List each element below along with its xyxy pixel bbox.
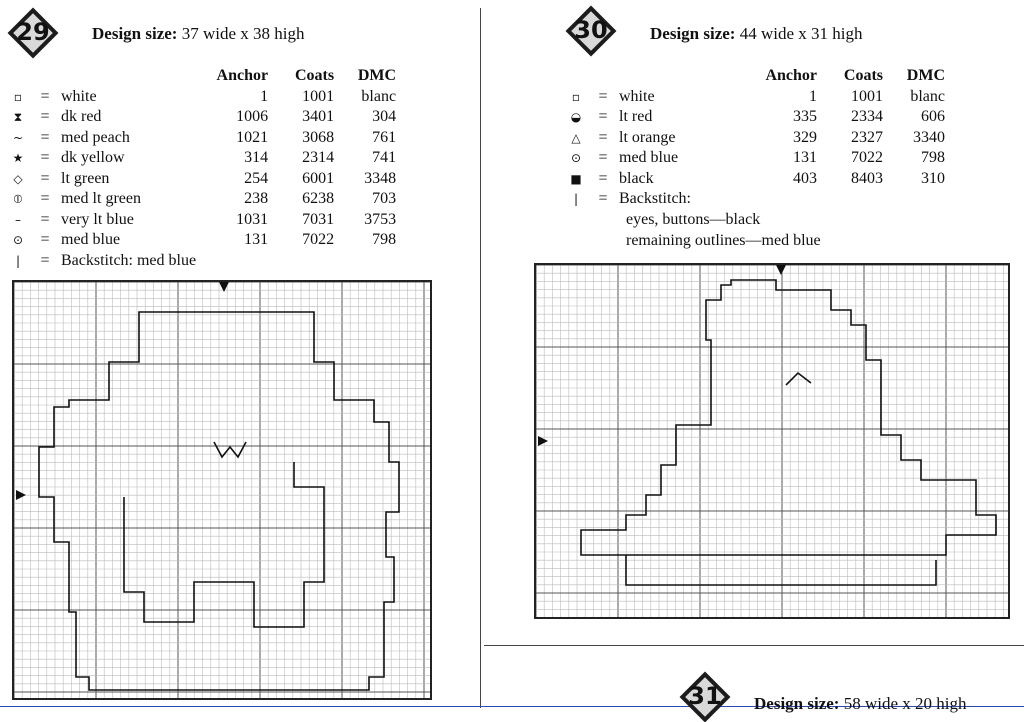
equals-sign: = xyxy=(598,149,608,166)
coats-number: 6238 xyxy=(302,190,335,207)
dmc-number: 798 xyxy=(921,149,945,166)
coats-number: 1001 xyxy=(302,87,335,105)
color-key-row xyxy=(4,189,399,210)
design-number: 31 xyxy=(688,682,722,710)
dmc-number: 3340 xyxy=(913,128,945,146)
color-key-row xyxy=(4,230,399,251)
design-number: 29 xyxy=(16,18,50,46)
center-marker-top xyxy=(776,265,786,275)
design-number-badge xyxy=(680,672,730,722)
design-size-label: Design size: xyxy=(650,24,736,43)
dmc-number: 3348 xyxy=(364,169,397,187)
anchor-number: 131 xyxy=(793,149,817,166)
anchor-number: 335 xyxy=(793,108,817,125)
equals-sign: = xyxy=(40,190,50,207)
thread-color-name: dk yellow xyxy=(61,149,125,166)
diamond-symbol: ◇ xyxy=(13,171,23,186)
equals-sign: = xyxy=(40,87,50,105)
anchor-number: 314 xyxy=(244,149,269,166)
thread-color-name: very lt blue xyxy=(61,210,134,228)
tilde-symbol: ~ xyxy=(12,130,24,145)
coats-header: Coats xyxy=(843,67,883,84)
design-size-value: 58 wide x 20 high xyxy=(843,694,967,713)
anchor-number: 1 xyxy=(260,87,269,105)
design-size xyxy=(92,24,305,44)
color-key-row xyxy=(4,148,399,169)
coats-number: 7022 xyxy=(851,149,883,166)
line-symbol: | xyxy=(15,253,21,268)
thread-color-name: med blue xyxy=(619,149,679,166)
equals-sign: = xyxy=(40,231,50,248)
equals-sign: = xyxy=(598,108,608,125)
anchor-number: 1031 xyxy=(236,210,269,228)
anchor-number: 131 xyxy=(244,231,269,248)
color-key-row xyxy=(4,107,399,128)
coats-number: 7022 xyxy=(302,231,335,248)
design-number-badge xyxy=(8,8,58,58)
equals-sign: = xyxy=(40,210,50,228)
backstitch-note: remaining outlines—med blue xyxy=(626,231,821,249)
color-key-row xyxy=(562,169,948,190)
backstitch-notes xyxy=(626,210,821,251)
equals-sign: = xyxy=(40,149,50,166)
coats-number: 3401 xyxy=(302,108,335,125)
anchor-number: 1006 xyxy=(236,108,269,125)
equals-sign: = xyxy=(598,190,608,207)
chart-grid xyxy=(14,282,430,698)
coats-number: 6001 xyxy=(302,169,335,187)
filled-square-symbol: ■ xyxy=(570,171,582,186)
right-page xyxy=(484,0,1024,716)
dmc-number: 304 xyxy=(372,108,397,125)
design-size xyxy=(650,24,863,44)
line-symbol: | xyxy=(573,192,579,206)
triangle-symbol: △ xyxy=(571,130,581,145)
equals-sign: = xyxy=(40,251,50,269)
dmc-number: 703 xyxy=(372,190,397,207)
dmc-number xyxy=(337,251,399,272)
thread-color-name: med blue xyxy=(61,231,121,248)
color-key-table xyxy=(562,66,948,210)
dash-symbol: – xyxy=(15,212,21,227)
equals-sign: = xyxy=(40,128,50,146)
center-marker-top xyxy=(219,282,229,292)
star-symbol: ★ xyxy=(12,151,24,165)
dmc-number: 741 xyxy=(372,149,397,166)
color-key-row xyxy=(4,169,399,190)
anchor-number: 1 xyxy=(809,87,817,105)
color-key-table xyxy=(4,66,399,271)
color-key-row xyxy=(562,148,948,169)
dmc-number: 761 xyxy=(372,128,397,146)
thread-color-name: Backstitch: med blue xyxy=(61,251,197,269)
anchor-number: 403 xyxy=(793,169,817,187)
circle-bar-symbol: ⦶ xyxy=(13,192,23,206)
design-size-label: Design size: xyxy=(754,694,840,713)
design-size-value: 37 wide x 38 high xyxy=(181,24,305,43)
coats-number: 3068 xyxy=(302,128,335,146)
dmc-number: 606 xyxy=(921,108,945,125)
color-key-row xyxy=(562,128,948,149)
thread-color-name: lt red xyxy=(619,108,653,125)
dmc-number: 310 xyxy=(921,169,945,187)
anchor-header: Anchor xyxy=(765,67,817,84)
small-square-symbol: ▫ xyxy=(13,89,23,104)
design-size-label: Design size: xyxy=(92,24,178,43)
equals-sign: = xyxy=(598,169,608,187)
color-key-row xyxy=(4,251,399,272)
anchor-number: 1021 xyxy=(236,128,269,146)
anchor-number: 254 xyxy=(244,169,269,187)
thread-color-name: med peach xyxy=(61,128,130,146)
design-size xyxy=(754,694,967,714)
thread-color-name: lt green xyxy=(61,169,110,187)
center-marker-left xyxy=(538,436,548,446)
cross-stitch-chart-29 xyxy=(12,280,432,700)
coats-number: 2314 xyxy=(302,149,335,166)
left-page xyxy=(0,0,480,716)
color-key-row xyxy=(4,128,399,149)
coats-number xyxy=(271,251,337,272)
equals-sign: = xyxy=(598,87,608,105)
color-key-row xyxy=(562,107,948,128)
anchor-number: 329 xyxy=(793,128,817,146)
thread-color-name: black xyxy=(619,169,654,187)
chart-grid xyxy=(536,265,1008,617)
page-divider xyxy=(480,8,481,708)
dmc-number: 798 xyxy=(372,231,397,248)
dmc-number: 3753 xyxy=(364,210,397,228)
dotted-circle-symbol: ⊙ xyxy=(570,151,582,165)
coats-number: 8403 xyxy=(851,169,883,187)
color-key-row xyxy=(4,87,399,108)
equals-sign: = xyxy=(40,169,50,187)
anchor-header: Anchor xyxy=(216,67,269,84)
anchor-number xyxy=(748,189,820,210)
color-key-row xyxy=(562,189,948,210)
design-size-value: 44 wide x 31 high xyxy=(739,24,863,43)
thread-color-name: white xyxy=(61,87,97,105)
center-marker-left xyxy=(16,490,26,500)
dmc-number: blanc xyxy=(361,87,397,105)
coats-number: 7031 xyxy=(302,210,335,228)
dmc-number: blanc xyxy=(910,87,945,105)
thread-color-name: white xyxy=(619,87,655,105)
equals-sign: = xyxy=(40,108,50,125)
coats-number xyxy=(820,189,886,210)
equals-sign: = xyxy=(598,128,608,146)
half-circle-symbol: ◒ xyxy=(570,110,582,124)
coats-number: 2334 xyxy=(851,108,883,125)
coats-number: 2327 xyxy=(851,128,883,146)
thread-color-name: dk red xyxy=(61,108,102,125)
color-key-header xyxy=(4,66,399,87)
color-key-header xyxy=(562,66,948,87)
dotted-circle-symbol: ⊙ xyxy=(12,233,24,247)
anchor-number xyxy=(199,251,271,272)
cross-stitch-chart-30 xyxy=(534,263,1010,619)
dmc-header: DMC xyxy=(906,67,945,84)
dmc-header: DMC xyxy=(357,67,397,84)
thread-color-name: Backstitch: xyxy=(619,190,691,207)
thread-color-name: lt orange xyxy=(619,128,676,146)
design-number-badge xyxy=(566,6,616,56)
color-key-row xyxy=(562,87,948,108)
coats-header: Coats xyxy=(294,67,335,84)
small-square-symbol: ▫ xyxy=(571,89,581,104)
backstitch-note: eyes, buttons—black xyxy=(626,211,761,228)
hourglass-symbol: ⧗ xyxy=(13,110,23,124)
coats-number: 1001 xyxy=(851,87,883,105)
design-number: 30 xyxy=(574,16,608,44)
anchor-number: 238 xyxy=(244,190,269,207)
thread-color-name: med lt green xyxy=(61,190,141,207)
color-key-row xyxy=(4,210,399,231)
dmc-number xyxy=(886,189,948,210)
